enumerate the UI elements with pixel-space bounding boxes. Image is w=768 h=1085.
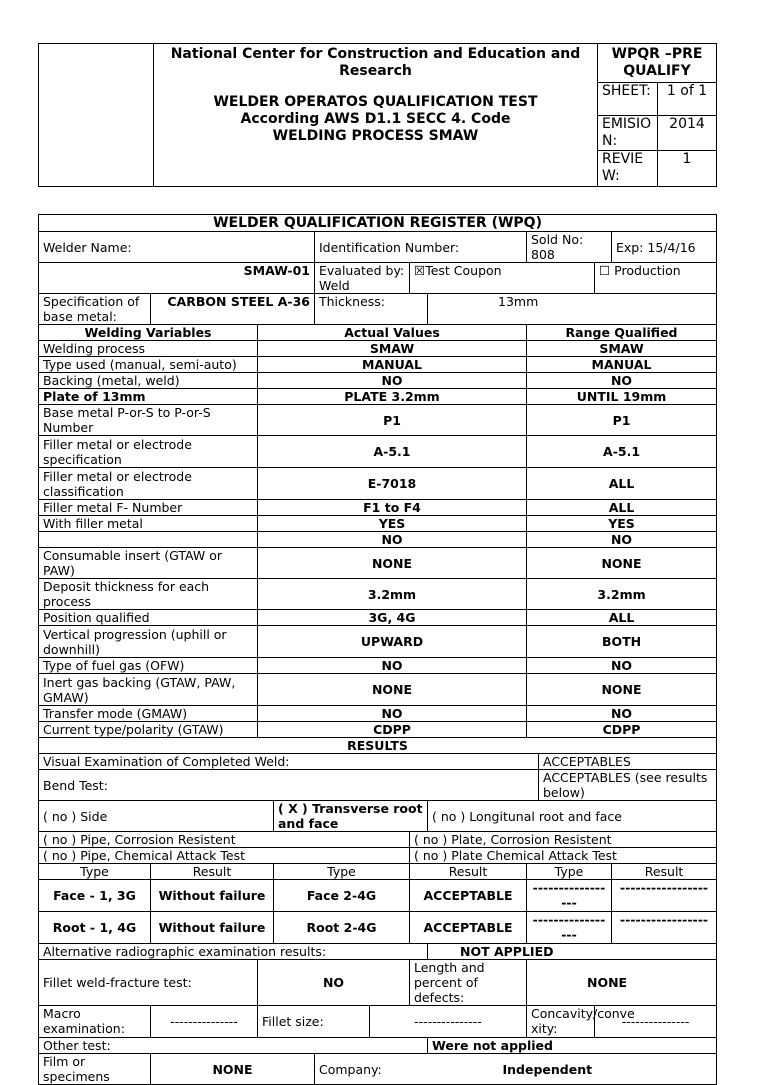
variable-label — [39, 532, 258, 548]
sheet-label: SHEET: — [598, 83, 658, 116]
review-label: REVIE W: — [598, 151, 658, 187]
org-name: National Center for Construction and Education and Research — [170, 46, 581, 79]
pipe-corrosion: ( no ) Pipe, Corrosion Resistent — [39, 832, 410, 848]
actual-value: NO — [258, 532, 527, 548]
range-value: BOTH — [527, 626, 717, 658]
exp-date: Exp: 15/4/16 — [612, 232, 717, 263]
concavity-label: Concavity/conve xity: — [527, 1006, 595, 1038]
bend-result-cell: ACCEPTABLE — [410, 912, 527, 944]
range-value: ALL — [527, 610, 717, 626]
id-number-label: Identification Number: — [315, 232, 527, 263]
range-value: NONE — [527, 674, 717, 706]
id-number-value: SMAW-01 — [39, 263, 315, 294]
range-value: ALL — [527, 500, 717, 516]
variable-label: Welding process — [39, 341, 258, 357]
film-label: Film or specimens — [39, 1054, 151, 1085]
range-value: 3.2mm — [527, 579, 717, 610]
radiographic-label: Alternative radiographic examination results: — [39, 944, 428, 960]
register-title: WELDER QUALIFICATION REGISTER (WPQ) — [39, 215, 717, 232]
variable-label: Inert gas backing (GTAW, PAW, GMAW) — [39, 674, 258, 706]
variables-header: Welding Variables — [39, 325, 258, 341]
range-value: P1 — [527, 405, 717, 436]
length-percent-label: Length and percent of defects: — [410, 960, 527, 1006]
doc-code: WPQR –PRE QUALIFY — [598, 44, 717, 83]
range-value: UNTIL 19mm — [527, 389, 717, 405]
side-bend: ( no ) Side — [39, 801, 274, 832]
sheet-value: 1 of 1 — [658, 83, 717, 116]
macro-exam-value: --------------- — [151, 1006, 258, 1038]
macro-exam-label: Macro examination: — [39, 1006, 151, 1038]
plate-chemical: ( no ) Plate Chemical Attack Test — [410, 848, 717, 864]
range-qualified-header: Range Qualified — [527, 325, 717, 341]
spec-label: Specification of base metal: — [39, 294, 151, 325]
variable-label: Deposit thickness for each process — [39, 579, 258, 610]
company-value: Independent — [428, 1054, 717, 1085]
range-value: NO — [527, 706, 717, 722]
actual-value: 3.2mm — [258, 579, 527, 610]
review-value: 1 — [658, 151, 717, 187]
other-test-value: Were not applied — [428, 1038, 717, 1054]
variable-label: Vertical progression (uphill or downhill) — [39, 626, 258, 658]
fillet-size-value: --------------- — [370, 1006, 527, 1038]
transverse-bend: ( X ) Transverse root and face — [274, 801, 428, 832]
variable-label: Current type/polarity (GTAW) — [39, 722, 258, 738]
header-table — [38, 43, 717, 187]
sold-no: Sold No: 808 — [527, 232, 612, 263]
actual-value: F1 to F4 — [258, 500, 527, 516]
emission-label: EMISIO N: — [598, 116, 658, 151]
thickness-label: Thickness: — [315, 294, 428, 325]
radiographic-value: NOT APPLIED — [428, 944, 717, 960]
visual-exam-value: ACCEPTABLES — [539, 754, 717, 770]
bend-test-label: Bend Test: — [39, 770, 539, 801]
actual-value: P1 — [258, 405, 527, 436]
actual-value: NO — [258, 658, 527, 674]
doc-title: WELDER OPERATOS QUALIFICATION TEST — [213, 94, 538, 110]
doc-standard: According AWS D1.1 SECC 4. Code — [240, 111, 511, 127]
doc-process: WELDING PROCESS SMAW — [272, 128, 479, 144]
actual-value: NO — [258, 706, 527, 722]
col-header-type: Type — [527, 864, 612, 880]
variable-label: With filler metal — [39, 516, 258, 532]
thickness-value: 13mm — [428, 294, 717, 325]
wpq-table — [38, 214, 717, 1085]
range-value: CDPP — [527, 722, 717, 738]
bend-type-cell: Face - 1, 3G — [39, 880, 151, 912]
actual-value: UPWARD — [258, 626, 527, 658]
bend-result-cell: ACCEPTABLE — [410, 880, 527, 912]
variable-label: Backing (metal, weld) — [39, 373, 258, 389]
concavity-value: --------------- — [595, 1006, 717, 1038]
range-value: NO — [527, 658, 717, 674]
plate-corrosion: ( no ) Plate, Corrosion Resistent — [410, 832, 717, 848]
bend-type-cell: Root - 1, 4G — [39, 912, 151, 944]
visual-exam-label: Visual Examination of Completed Weld: — [39, 754, 539, 770]
company-label: Company: — [315, 1054, 428, 1085]
pipe-chemical: ( no ) Pipe, Chemical Attack Test — [39, 848, 410, 864]
range-value: YES — [527, 516, 717, 532]
film-value: NONE — [151, 1054, 315, 1085]
range-value: SMAW — [527, 341, 717, 357]
bend-result-cell: Without failure — [151, 912, 274, 944]
actual-value: E-7018 — [258, 468, 527, 500]
variable-label: Type of fuel gas (OFW) — [39, 658, 258, 674]
bend-result-cell: ----------------- — [612, 912, 717, 944]
col-header-result: Result — [410, 864, 527, 880]
col-header-type: Type — [274, 864, 410, 880]
range-value: NONE — [527, 548, 717, 579]
variable-label: Filler metal or electrode classification — [39, 468, 258, 500]
test-coupon-checkbox: ☒Test Coupon — [410, 263, 595, 294]
col-header-result: Result — [612, 864, 717, 880]
bend-type-cell: ----------------- — [527, 912, 612, 944]
actual-value: NONE — [258, 674, 527, 706]
variable-label: Transfer mode (GMAW) — [39, 706, 258, 722]
col-header-type: Type — [39, 864, 151, 880]
range-value: MANUAL — [527, 357, 717, 373]
bend-type-cell: Root 2-4G — [274, 912, 410, 944]
length-percent-value: NONE — [527, 960, 717, 1006]
range-value: ALL — [527, 468, 717, 500]
actual-value: NO — [258, 373, 527, 389]
variable-label: Plate of 13mm — [39, 389, 258, 405]
variable-label: Position qualified — [39, 610, 258, 626]
bend-result-cell: Without failure — [151, 880, 274, 912]
fillet-size-label: Fillet size: — [258, 1006, 370, 1038]
actual-values-header: Actual Values — [258, 325, 527, 341]
bend-test-value: ACCEPTABLES (see results below) — [539, 770, 717, 801]
spec-value: CARBON STEEL A-36 — [151, 294, 315, 325]
actual-value: PLATE 3.2mm — [258, 389, 527, 405]
actual-value: NONE — [258, 548, 527, 579]
bend-type-cell: ----------------- — [527, 880, 612, 912]
emission-value: 2014 — [658, 116, 717, 151]
variable-label: Filler metal or electrode specification — [39, 436, 258, 468]
variable-label: Type used (manual, semi-auto) — [39, 357, 258, 373]
fillet-fracture-label: Fillet weld-fracture test: — [39, 960, 258, 1006]
variable-label: Filler metal F- Number — [39, 500, 258, 516]
results-title: RESULTS — [39, 738, 717, 754]
bend-type-cell: Face 2-4G — [274, 880, 410, 912]
bend-result-cell: ----------------- — [612, 880, 717, 912]
actual-value: 3G, 4G — [258, 610, 527, 626]
other-test-label: Other test: — [39, 1038, 428, 1054]
production-checkbox: ☐ Production — [595, 263, 717, 294]
range-value: NO — [527, 532, 717, 548]
actual-value: CDPP — [258, 722, 527, 738]
fillet-fracture-value: NO — [258, 960, 410, 1006]
actual-value: SMAW — [258, 341, 527, 357]
col-header-result: Result — [151, 864, 274, 880]
range-value: NO — [527, 373, 717, 389]
variable-label: Base metal P-or-S to P-or-S Number — [39, 405, 258, 436]
header-title-cell — [154, 44, 598, 187]
longitudinal-bend: ( no ) Longitunal root and face — [428, 801, 717, 832]
welder-name-label: Welder Name: — [39, 232, 315, 263]
evaluated-by: Evaluated by: Weld — [315, 263, 410, 294]
actual-value: MANUAL — [258, 357, 527, 373]
variable-label: Consumable insert (GTAW or PAW) — [39, 548, 258, 579]
range-value: A-5.1 — [527, 436, 717, 468]
logo-cell — [39, 44, 154, 187]
actual-value: YES — [258, 516, 527, 532]
actual-value: A-5.1 — [258, 436, 527, 468]
